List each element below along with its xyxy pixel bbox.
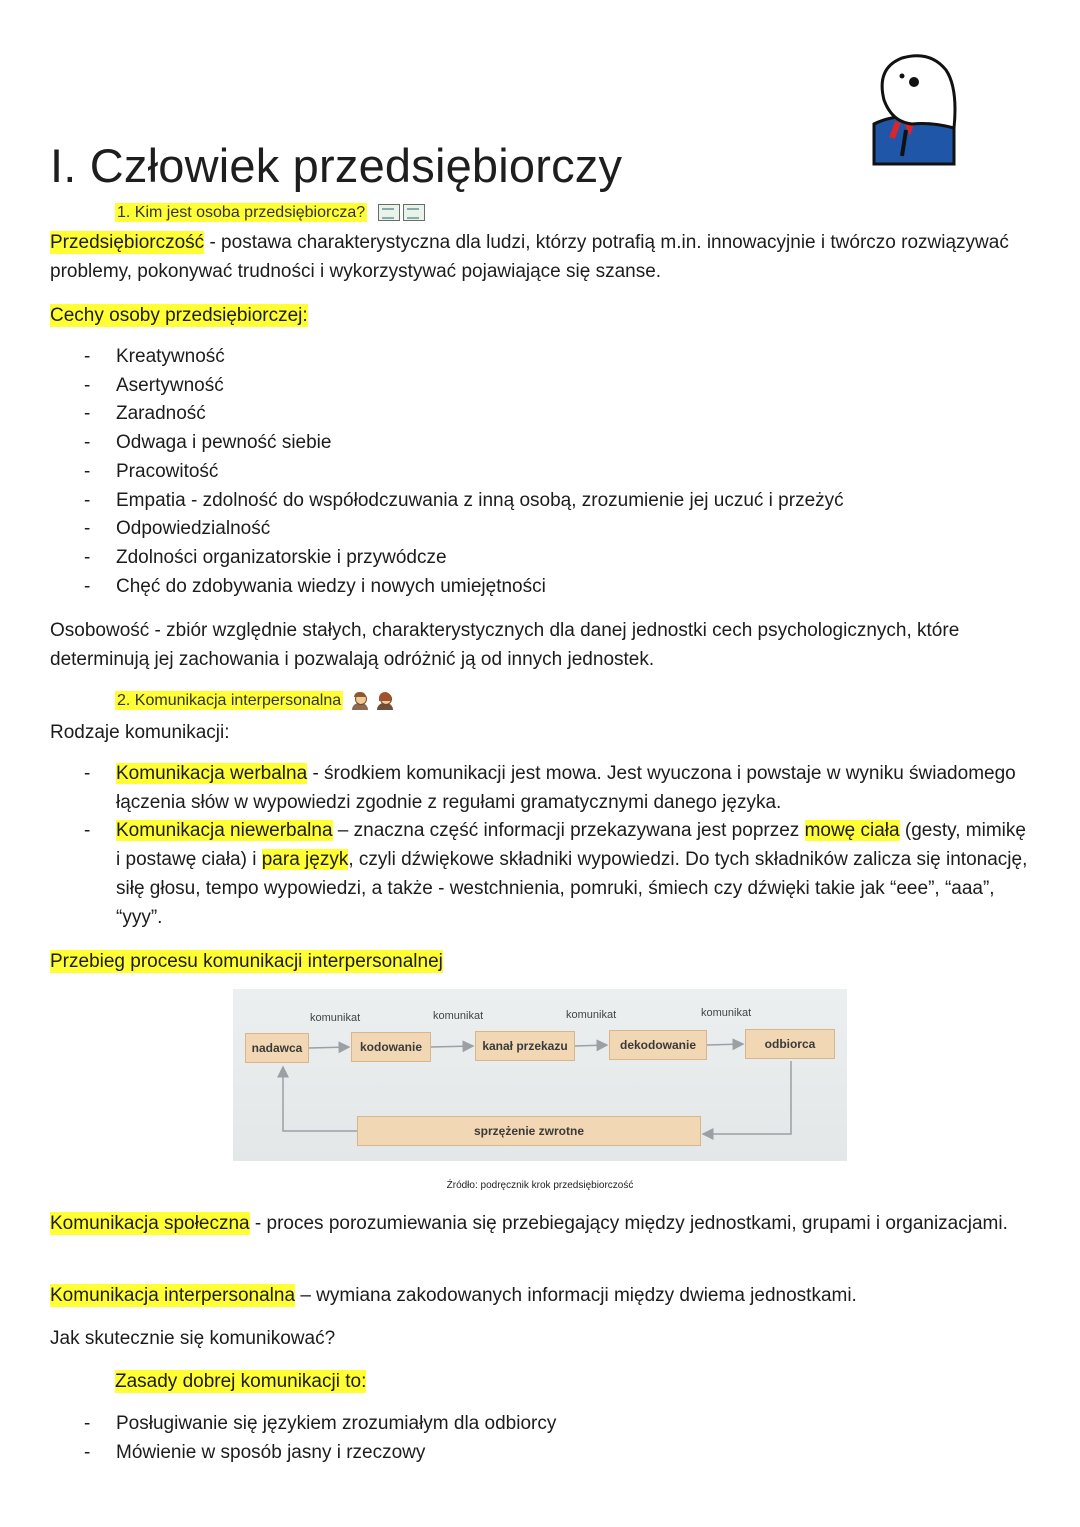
- doodle-mascot-illustration: [862, 52, 962, 172]
- body-language-term: mowę ciała: [804, 820, 900, 842]
- list-item: - Pracowitość: [50, 458, 1030, 487]
- page-title: I. Człowiek przedsiębiorczy: [50, 139, 623, 192]
- diagram-box-channel: kanał przekazu: [475, 1031, 575, 1061]
- list-item: - Zaradność: [50, 400, 1030, 429]
- process-heading: [50, 947, 1025, 976]
- list-item: - Empatia - zdolność do współodczuwania z inną osobą, zrozumienie jej uczuć i przeżyć: [50, 487, 1030, 516]
- rules-heading-text: Zasady dobrej komunikacji to:: [115, 1371, 367, 1392]
- interpersonal-communication-term: Komunikacja interpersonalna: [50, 1285, 296, 1306]
- diagram-box-sender: nadawca: [245, 1033, 309, 1063]
- rules-list: [50, 1410, 1030, 1467]
- section-2-heading-text: 2. Komunikacja interpersonalna: [117, 692, 342, 710]
- nonverbal-text: – znaczna część informacji przekazywana jest poprzez: [332, 820, 805, 842]
- message-label: komunikat: [310, 1012, 361, 1024]
- list-item: - Posługiwanie się językiem zrozumiałym dla odbiorcy: [50, 1410, 1030, 1439]
- list-item: [50, 760, 1030, 817]
- list-item: - Mówienie w sposób jasny i rzeczowy: [50, 1439, 1030, 1468]
- entrepreneurship-text: - postawa charakterystyczna dla ludzi, którzy potrafią m.in. innowacyjnie i twórczo rozwiązywać problemy, pokonywać trudności i wykorzystywać pojawiające się szanse.: [50, 232, 1009, 282]
- list-item: - Zdolności organizatorskie i przywódcze: [50, 544, 1030, 573]
- social-communication-term: Komunikacja społeczna: [50, 1213, 250, 1234]
- entrepreneurship-term: Przedsiębiorczość: [50, 232, 205, 253]
- list-item: - Kreatywność: [50, 343, 1030, 372]
- rules-heading: [115, 1367, 1015, 1396]
- diagram-box-receiver: odbiorca: [745, 1029, 835, 1059]
- interpersonal-communication-definition: [50, 1281, 1025, 1310]
- nonverbal-text: , czyli dźwiękowe składniki wypowiedzi. Do tych składników zalicza się intonację, siłę głosu, tempo wypowiedzi, a także - westchnienia, pomruki, śmiech czy dźwięki takie jak “eee”, “aaa”, “yyy”.: [116, 849, 1028, 928]
- list-item: - Odpowiedzialność: [50, 515, 1030, 544]
- communication-types-label: Rodzaje komunikacji:: [50, 722, 230, 743]
- communication-types-list: [50, 760, 1030, 932]
- person-icon: [376, 692, 394, 710]
- traits-heading: [50, 301, 1025, 330]
- entrepreneurship-definition: [50, 228, 1025, 286]
- diagram-box-encoding: kodowanie: [351, 1032, 431, 1062]
- effective-communication-question: Jak skutecznie się komunikować?: [50, 1328, 336, 1349]
- social-communication-text: - proces porozumiewania się przebiegający między jednostkami, grupami i organizacjami.: [249, 1213, 1008, 1234]
- personality-definition: Osobowość - zbiór względnie stałych, charakterystycznych dla danej jednostki cech psychologicznych, które determinują jej zachowania i pozwalają odróżnić ją od innych jednostek.: [50, 620, 960, 670]
- list-item: - Odwaga i pewność siebie: [50, 429, 1030, 458]
- traits-heading-text: Cechy osoby przedsiębiorczej:: [50, 305, 308, 326]
- list-item: - Chęć do zdobywania wiedzy i nowych umiejętności: [50, 573, 1030, 602]
- process-heading-text: Przebieg procesu komunikacji interpersonalnej: [50, 951, 443, 972]
- section-1-heading-text: 1. Kim jest osoba przedsiębiorcza?: [117, 204, 366, 222]
- list-item: - Asertywność: [50, 372, 1030, 401]
- traits-list: [50, 343, 1030, 601]
- slideshow-icon: [378, 204, 428, 222]
- message-label: komunikat: [701, 1007, 752, 1019]
- interpersonal-communication-text: – wymiana zakodowanych informacji między dwiema jednostkami.: [295, 1285, 857, 1306]
- message-label: komunikat: [566, 1009, 617, 1021]
- verbal-text: - środkiem komunikacji jest mowa. Jest wyuczona i powstaje w wyniku świadomego łączenia słów w wypowiedzi zgodnie z regułami gramatycznymi danego języka.: [116, 763, 1016, 813]
- communication-process-diagram: [233, 989, 847, 1161]
- person-icon: [351, 692, 369, 710]
- section-1-heading: [115, 204, 428, 222]
- diagram-caption: Źródło: podręcznik krok przedsiębiorczość: [446, 1180, 634, 1191]
- diagram-box-feedback: sprzężenie zwrotne: [357, 1116, 701, 1146]
- social-communication-definition: [50, 1209, 1025, 1238]
- diagram-box-decoding: dekodowanie: [609, 1030, 707, 1060]
- nonverbal-text: (gesty, mimikę i postawę ciała) i: [116, 820, 1026, 871]
- section-2-heading: [115, 692, 394, 710]
- nonverbal-term: Komunikacja niewerbalna: [116, 820, 333, 842]
- message-label: komunikat: [433, 1010, 484, 1022]
- verbal-term: Komunikacja werbalna: [116, 763, 308, 784]
- list-item: [50, 817, 1030, 932]
- paralanguage-term: para język: [261, 849, 349, 871]
